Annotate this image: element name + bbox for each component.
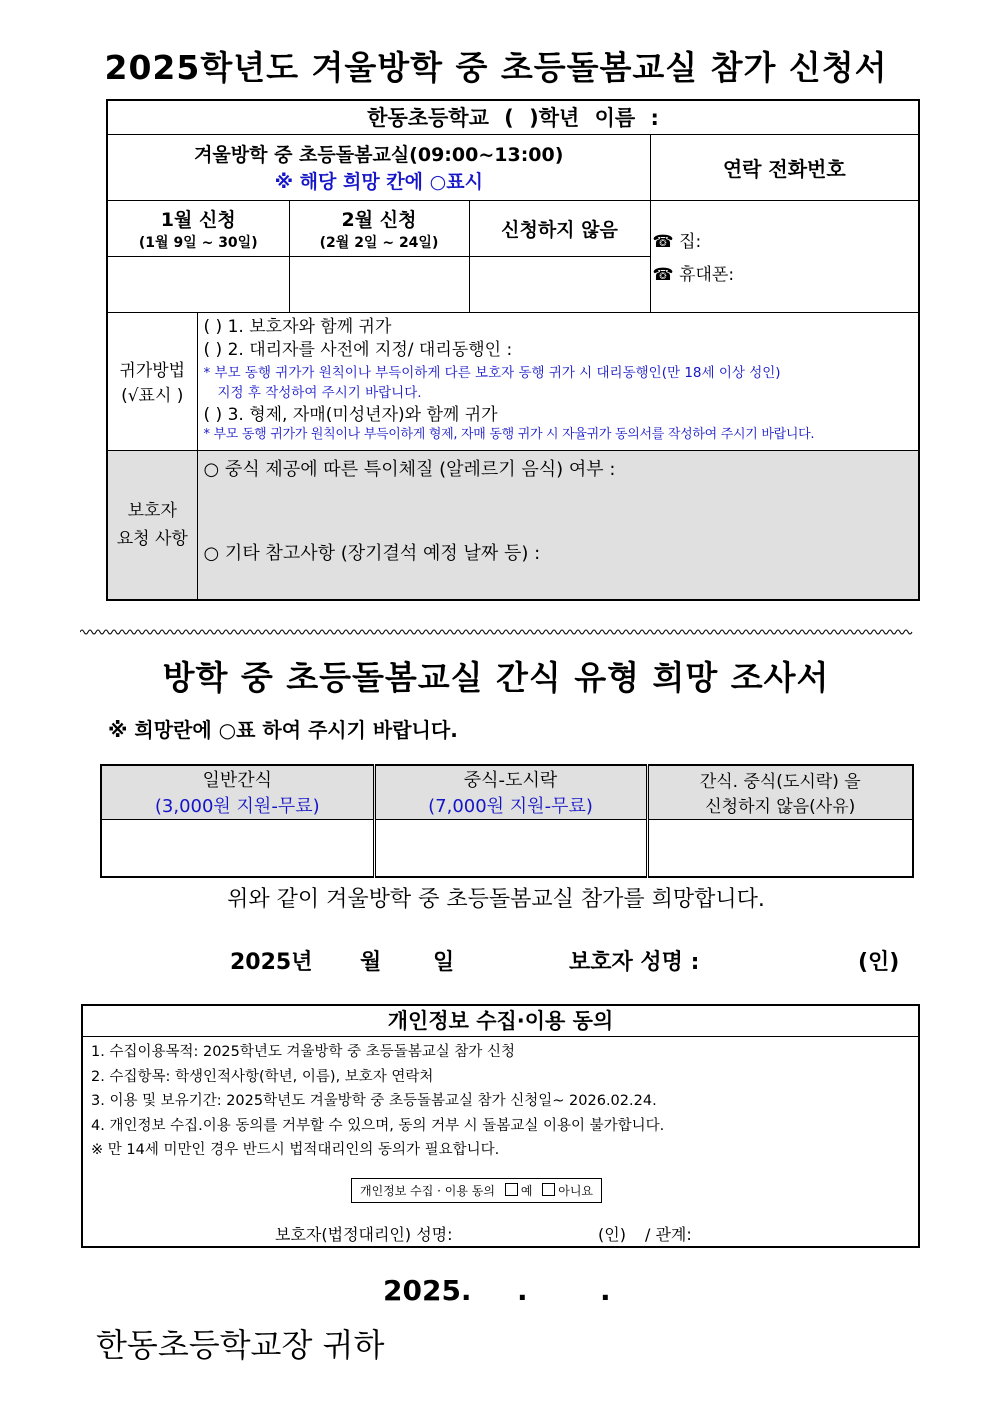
consent-item: 1. 수집이용목적: 2025학년도 겨울방학 중 초등돌봄교실 참가 신청 [91, 1044, 516, 1060]
date-month[interactable]: 월 [360, 950, 382, 975]
guardian-request-area[interactable] [197, 450, 919, 600]
consent-no-checkbox[interactable] [542, 1183, 555, 1196]
option-not-applying: 신청하지 않음 [469, 200, 650, 256]
return-method-label: 귀가방법 (√표시 ) [107, 312, 197, 450]
snack-mark-none[interactable] [647, 819, 913, 877]
snack-mark-lunchbox[interactable] [374, 819, 647, 877]
date-year[interactable]: 2025년 [230, 950, 313, 975]
participation-statement: 위와 같이 겨울방학 중 초등돌봄교실 참가를 희망합니다. [227, 887, 765, 912]
application-title: 2025학년도 겨울방학 중 초등돌봄교실 참가 신청서 [104, 48, 888, 87]
phone-mobile-label: ☎ 휴대폰: [652, 265, 735, 285]
return-option-2: ( ) 2. 대리자를 사전에 지정/ 대리동행인 : [203, 340, 513, 360]
return-note-2b: 지정 후 작성하여 주시기 바랍니다. [217, 385, 422, 401]
wavy-divider [80, 628, 914, 636]
consent-yes-label: 예 [520, 1184, 533, 1198]
consent-yes-checkbox[interactable] [505, 1183, 518, 1196]
return-option-1: ( ) 1. 보호자와 함께 귀가 [203, 317, 392, 337]
snack-col-none: 간식. 중식(도시락) 을 신청하지 않음(사유) [647, 765, 913, 819]
program-note: ※ 해당 희망 칸에 ○표시 [274, 171, 483, 193]
consent-box-label: 개인정보 수집 · 이용 동의 [360, 1184, 495, 1198]
consent-section [81, 1004, 920, 1248]
consent-item: 3. 이용 및 보유기간: 2025학년도 겨울방학 중 초등돌봄교실 참가 신청일~ 2026.02.24. [91, 1093, 657, 1109]
return-note-2a: * 부모 동행 귀가가 원칙이나 부득이하게 다른 보호자 동행 귀가 시 대리동행인(만 18세 이상 성인) [203, 365, 781, 381]
other-notes-question: ○ 기타 참고사항 (장기결석 예정 날짜 등) : [203, 542, 541, 564]
snack-survey-title: 방학 중 초등돌봄교실 간식 유형 희망 조사서 [162, 658, 830, 697]
footer-date-day-dot: . [600, 1274, 611, 1307]
relation-label[interactable]: / 관계: [645, 1225, 692, 1244]
consent-item: 4. 개인정보 수집.이용 동의를 거부할 수 있으며, 동의 거부 시 돌봄교실 이용이 불가합니다. [91, 1117, 665, 1134]
return-note-3: * 부모 동행 귀가가 원칙이나 부득이하게 형제, 자매 동행 귀가 시 자율귀가 동의서를 작성하여 주시기 바랍니다. [203, 427, 815, 442]
snack-col-general: 일반간식 (3,000원 지원-무료) [101, 765, 374, 819]
snack-instruction: ※ 희망란에 ○표 하여 주시기 바랍니다. [108, 718, 458, 742]
footer-date-month-dot: . [517, 1274, 528, 1307]
addressee: 한동초등학교장 귀하 [96, 1326, 385, 1364]
program-cell [107, 134, 650, 200]
legal-guardian-sign-label[interactable]: 보호자(법정대리인) 성명: [275, 1225, 453, 1244]
consent-item: ※ 만 14세 미만인 경우 반드시 법적대리인의 동의가 필요합니다. [91, 1142, 500, 1158]
guardian-name-label[interactable]: 보호자 성명 : [569, 950, 700, 975]
january-mark-box[interactable] [107, 256, 289, 312]
consent-items [83, 1037, 918, 1166]
option-february: 2월 신청 (2월 2일 ~ 24일) [289, 200, 469, 256]
phone-cell[interactable] [650, 200, 919, 312]
return-option-3: ( ) 3. 형제, 자매(미성년자)와 함께 귀가 [203, 405, 498, 425]
guardian-request-label: 보호자 요청 사항 [107, 450, 197, 600]
allergy-question: ○ 중식 제공에 따른 특이체질 (알레르기 음식) 여부 : [203, 458, 616, 480]
consent-item: 2. 수집항목: 학생인적사항(학년, 이름), 보호자 연락처 [91, 1068, 434, 1085]
school-grade-name-row[interactable]: 한동초등학교 ( )학년 이름 : [107, 100, 919, 134]
footer-date[interactable]: 2025. [383, 1274, 472, 1307]
phone-home-label: ☎ 집: [652, 232, 702, 252]
return-method-options[interactable] [197, 312, 919, 450]
consent-no-label: 아니요 [558, 1184, 594, 1198]
february-mark-box[interactable] [289, 256, 469, 312]
snack-col-lunchbox: 중식-도시락 (7,000원 지원-무료) [374, 765, 647, 819]
date-day[interactable]: 일 [433, 950, 455, 975]
snack-mark-general[interactable] [101, 819, 374, 877]
consent-title: 개인정보 수집·이용 동의 [83, 1006, 918, 1037]
consent-checkbox-box [351, 1178, 602, 1203]
not-applying-mark-box[interactable] [469, 256, 650, 312]
application-table [106, 99, 920, 601]
contact-header: 연락 전화번호 [650, 134, 919, 200]
guardian-seal: (인) [858, 950, 900, 975]
option-january: 1월 신청 (1월 9일 ~ 30일) [107, 200, 289, 256]
legal-guardian-seal: (인) [598, 1225, 626, 1244]
snack-table [100, 764, 914, 878]
program-label: 겨울방학 중 초등돌봄교실(09:00~13:00) [194, 144, 564, 166]
